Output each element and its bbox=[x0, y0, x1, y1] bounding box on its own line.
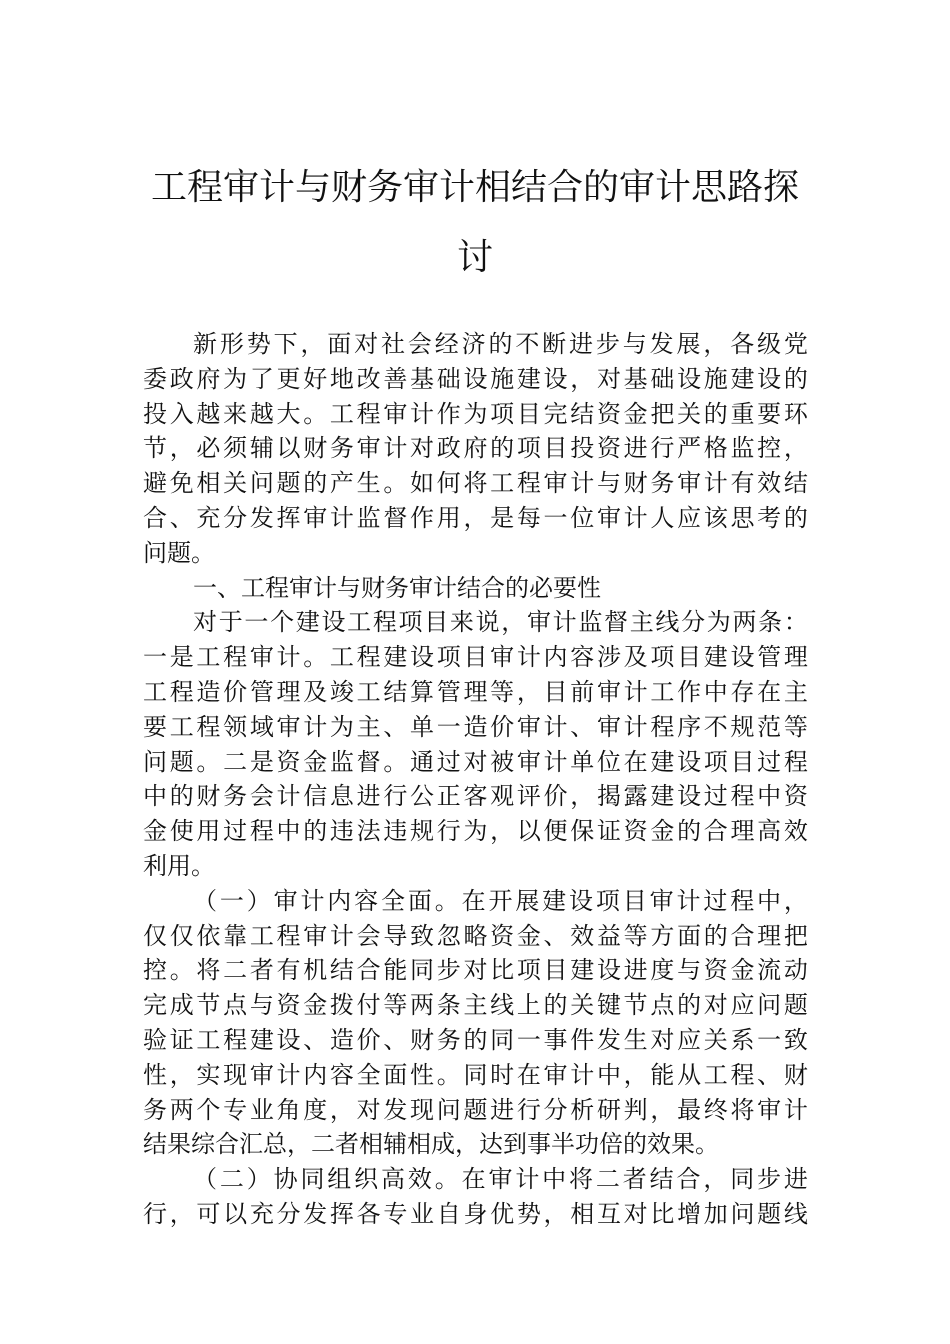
body-line: 节 ， 必 须 辅 以 财 务 审 计 对 政 府 的 项 目 投 资 进 行 严 格 监 控 ， bbox=[143, 434, 808, 463]
body-line: 性 ， 实 现 审 计 内 容 全 面 性 。 同 时 在 审 计 中 ， 能 从 工 程 、 财 bbox=[143, 1060, 808, 1089]
body-line: 一 是 工 程 审 计 。 工 程 建 设 项 目 审 计 内 容 涉 及 项 目 建 设 管 理 bbox=[143, 643, 808, 672]
body-line: 利用。 bbox=[143, 851, 215, 880]
body-line: 工 程 造 价 管 理 及 竣 工 结 算 管 理 等 ， 目 前 审 计 工 作 中 存 在 主 bbox=[143, 677, 808, 706]
body-line: 中 的 财 务 会 计 信 息 进 行 公 正 客 观 评 价 ， 揭 露 建 设 过 程 中 资 bbox=[143, 782, 808, 811]
body-line: 验 证 工 程 建 设 、 造 价 、 财 务 的 同 一 事 件 发 生 对 应 关 系 一 致 bbox=[143, 1025, 808, 1054]
body-line: 结果综合汇总，二者相辅相成，达到事半功倍的效果。 bbox=[143, 1130, 719, 1159]
body-line: 务 两 个 专 业 角 度 ， 对 发 现 问 题 进 行 分 析 研 判 ， 最 终 将 审 计 bbox=[143, 1095, 808, 1124]
body-line: 避 免 相 关 问 题 的 产 生 。 如 何 将 工 程 审 计 与 财 务 审 计 有 效 结 bbox=[143, 469, 808, 498]
body-line: 问 题 。 二 是 资 金 监 督 。 通 过 对 被 审 计 单 位 在 建 设 项 目 过 程 bbox=[143, 747, 808, 776]
body-line: 仅 仅 依 靠 工 程 审 计 会 导 致 忽 略 资 金 、 效 益 等 方 面 的 合 理 把 bbox=[143, 921, 808, 950]
body-line: 投 入 越 来 越 大 。 工 程 审 计 作 为 项 目 完 结 资 金 把 关 的 重 要 环 bbox=[143, 399, 808, 428]
body-line: 完 成 节 点 与 资 金 拨 付 等 两 条 主 线 上 的 关 键 节 点 的 对 应 问 题 bbox=[143, 991, 808, 1020]
body-line: 合 、 充 分 发 挥 审 计 监 督 作 用 ， 是 每 一 位 审 计 人 应 该 思 考 的 bbox=[143, 503, 808, 532]
document-body bbox=[143, 327, 808, 1232]
body-line: （ 一 ） 审 计 内 容 全 面 。 在 开 展 建 设 项 目 审 计 过 程 中 ， bbox=[193, 886, 808, 915]
body-line: 行 ， 可 以 充 分 发 挥 各 专 业 自 身 优 势 ， 相 互 对 比 增 加 问 题 线 bbox=[143, 1199, 808, 1228]
body-line: 新 形 势 下 ， 面 对 社 会 经 济 的 不 断 进 步 与 发 展 ， 各 级 党 bbox=[193, 330, 808, 358]
body-line: 一、工程审计与财务审计结合的必要性 bbox=[193, 573, 601, 602]
body-line: 要 工 程 领 域 审 计 为 主 、 单 一 造 价 审 计 、 审 计 程 序 不 规 范 等 bbox=[143, 712, 808, 741]
document-title-line-1: 工程审计与财务审计相结合的审计思路探 bbox=[150, 167, 799, 208]
body-line: 金 使 用 过 程 中 的 违 法 违 规 行 为 ， 以 便 保 证 资 金 的 合 理 高 效 bbox=[143, 817, 808, 846]
body-line: 对 于 一 个 建 设 工 程 项 目 来 说 ， 审 计 监 督 主 线 分 为 两 条 ： bbox=[193, 608, 808, 637]
body-line: 委 政 府 为 了 更 好 地 改 善 基 础 设 施 建 设 ， 对 基 础 设 施 建 设 的 bbox=[143, 364, 808, 393]
body-line: 问题。 bbox=[143, 538, 215, 567]
document-title-line-2: 讨 bbox=[456, 237, 493, 278]
body-line: （ 二 ） 协 同 组 织 高 效 。 在 审 计 中 将 二 者 结 合 ， 同 步 进 bbox=[193, 1165, 808, 1194]
body-line: 控 。 将 二 者 有 机 结 合 能 同 步 对 比 项 目 建 设 进 度 与 资 金 流 动 bbox=[143, 956, 808, 985]
